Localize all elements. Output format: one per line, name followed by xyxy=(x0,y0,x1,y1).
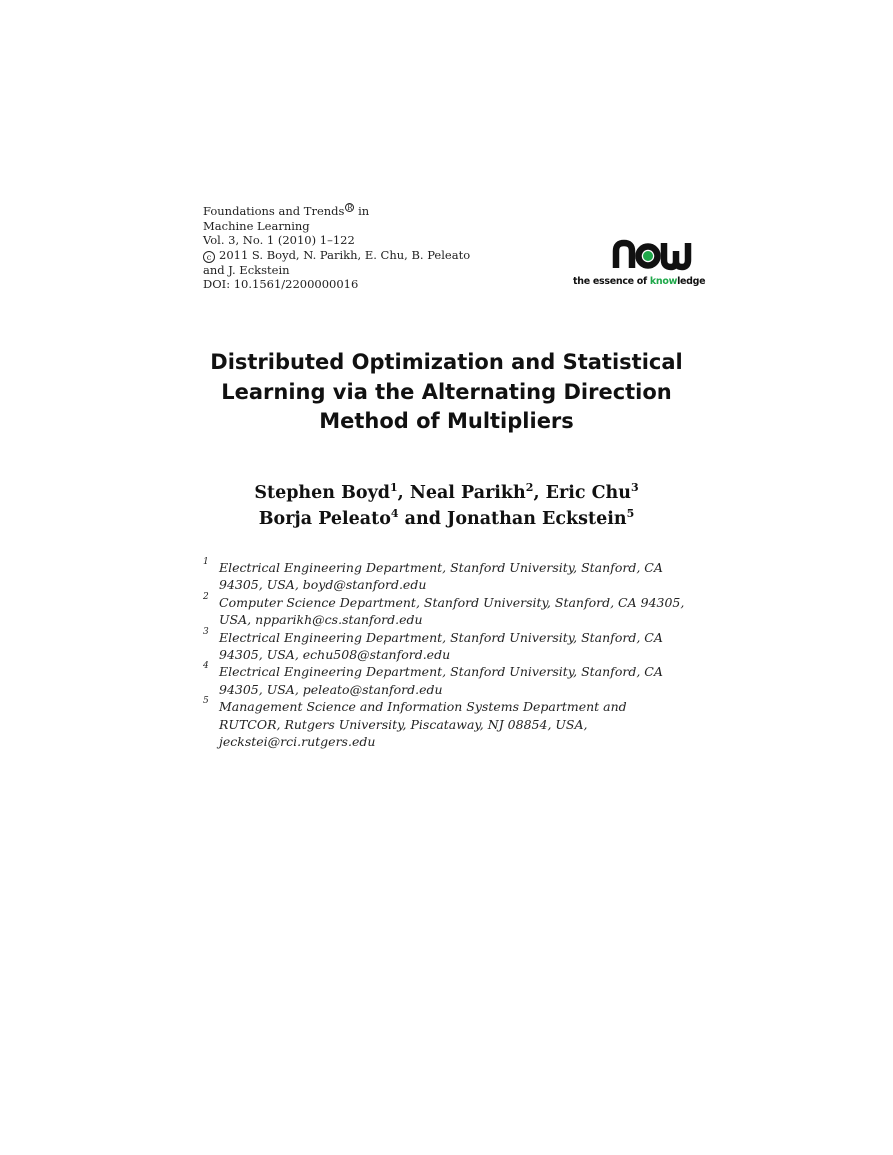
author-list xyxy=(200,480,693,532)
author-line-2 xyxy=(200,506,693,532)
affiliation-line: RUTCOR, Rutgers University, Piscataway, NJ 08854, USA, xyxy=(219,716,588,732)
affiliation-number: 1 xyxy=(203,557,209,567)
affiliation-line: 94305, USA, echu508@stanford.edu xyxy=(219,647,451,663)
tagline-part-2: ledge xyxy=(677,276,706,287)
affiliation-line: Computer Science Department, Stanford University, Stanford, CA 94305, xyxy=(219,594,685,610)
title-line-1: Distributed Optimization and Statistical xyxy=(210,350,683,374)
affiliation-number: 5 xyxy=(203,696,209,707)
affiliation-number: 4 xyxy=(203,661,209,672)
author-separator: and xyxy=(398,509,448,529)
copyright-text: 2011 S. Boyd, N. Parikh, E. Chu, B. Peleato xyxy=(219,247,471,262)
author-name: Neal Parikh xyxy=(409,483,526,503)
series-subject: Machine Learning xyxy=(203,218,310,233)
logo-green-dot xyxy=(643,251,653,261)
affiliation-line: 94305, USA, peleato@stanford.edu xyxy=(219,681,443,697)
publication-info xyxy=(203,203,503,292)
series-name: Foundations and Trends xyxy=(203,204,345,218)
registered-trademark-icon: R xyxy=(347,204,353,212)
copyright-icon: c xyxy=(203,251,215,263)
author-separator: , xyxy=(533,483,546,503)
affiliation-line: 94305, USA, boyd@stanford.edu xyxy=(219,577,427,593)
affiliation-item xyxy=(203,626,693,664)
affiliation-line: Electrical Engineering Department, Stanford University, Stanford, CA xyxy=(219,560,663,575)
author-affil-mark: 1 xyxy=(389,481,398,494)
author-affil-mark: 5 xyxy=(626,507,635,520)
series-suffix: in xyxy=(354,204,370,218)
volume-info: Vol. 3, No. 1 (2010) 1–122 xyxy=(203,233,355,248)
author-affil-mark: 2 xyxy=(525,481,534,494)
author-affil-mark: 4 xyxy=(390,507,399,520)
copyright-line xyxy=(203,248,503,263)
affiliation-item xyxy=(203,663,693,698)
author-separator: , xyxy=(397,483,410,503)
affiliation-item xyxy=(203,591,693,629)
affiliation-item xyxy=(203,559,693,594)
logo-letter-n xyxy=(616,243,632,268)
affiliation-line: USA, npparikh@cs.stanford.edu xyxy=(219,612,423,628)
publisher-tagline xyxy=(573,276,706,287)
affiliation-line: jeckstei@rci.rutgers.edu xyxy=(219,734,376,750)
tagline-accent: know xyxy=(649,276,678,287)
affiliation-item xyxy=(203,698,693,750)
paper-title xyxy=(200,348,693,437)
affiliation-line: Management Science and Information Systems Department and xyxy=(219,699,627,715)
author-line-1 xyxy=(200,480,693,506)
title-line-3: Method of Multipliers xyxy=(319,409,574,433)
series-line xyxy=(203,203,503,219)
title-line-2: Learning via the Alternating Direction xyxy=(221,379,672,404)
affiliation-line: Electrical Engineering Department, Stanford University, Stanford, CA xyxy=(219,664,663,680)
affiliation-list xyxy=(203,559,693,750)
author-name: Borja Peleato xyxy=(258,509,391,529)
affiliation-number: 2 xyxy=(203,591,209,602)
tagline-part-1: the essence of xyxy=(573,276,650,287)
affiliation-line: Electrical Engineering Department, Stanford University, Stanford, CA xyxy=(219,629,663,645)
author-name: Eric Chu xyxy=(545,483,631,503)
author-name: Stephen Boyd xyxy=(254,483,390,503)
copyright-line-2: and J. Eckstein xyxy=(203,262,290,277)
affiliation-number: 3 xyxy=(203,626,209,637)
doi: DOI: 10.1561/2200000016 xyxy=(203,277,359,292)
author-name: Jonathan Eckstein xyxy=(447,509,627,529)
author-affil-mark: 3 xyxy=(630,481,639,494)
logo-letter-w xyxy=(664,243,688,267)
